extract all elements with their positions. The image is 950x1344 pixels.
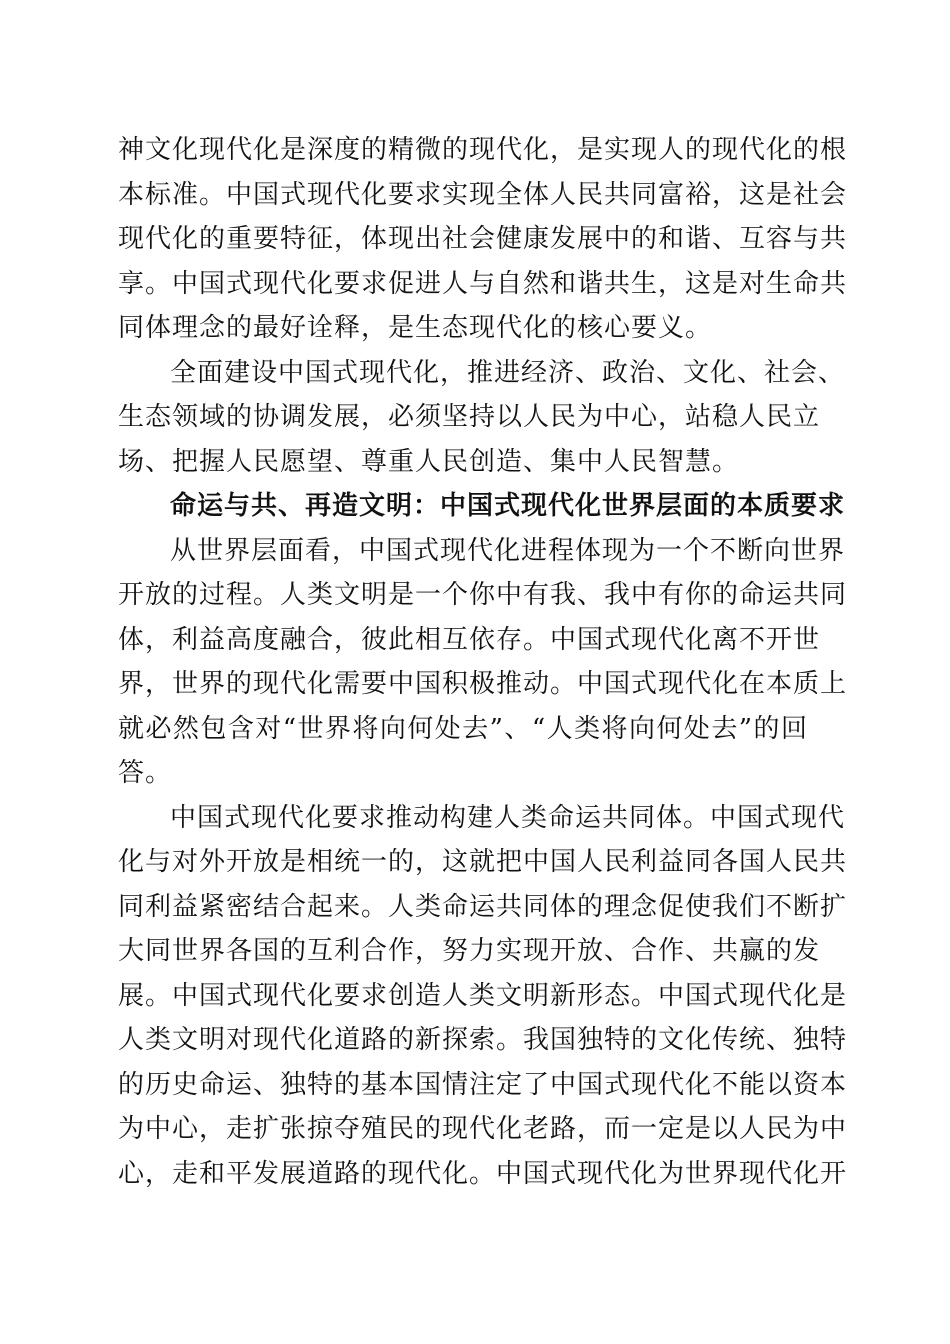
text-line: 场、把握人民愿望、尊重人民创造、集中人民智慧。	[118, 446, 740, 477]
text-line: 大同世界各国的互利合作，努力实现开放、合作、共赢的发	[118, 936, 821, 966]
text-line: 神文化现代化是深度的精微的现代化，是实现人的现代化的根	[118, 135, 848, 165]
text-line: 为中心，走扩张掠夺殖民的现代化老路，而一定是以人民为中	[118, 1114, 848, 1144]
text-line: 心，走和平发展道路的现代化。中国式现代化为世界现代化开	[118, 1158, 848, 1189]
text-line: 生态领域的协调发展，必须坚持以人民为中心，站稳人民立	[118, 402, 821, 432]
text-line: 展。中国式现代化要求创造人类文明新形态。中国式现代化是	[118, 980, 848, 1011]
text-line: 体，利益高度融合，彼此相互依存。中国式现代化离不开世	[118, 624, 821, 655]
text-line: 的历史命运、独特的基本国情注定了中国式现代化不能以资本	[118, 1069, 848, 1100]
text-line: 从世界层面看，中国式现代化进程体现为一个不断向世界	[170, 535, 846, 566]
text-line: 同利益紧密结合起来。人类命运共同体的理念促使我们不断扩	[118, 891, 848, 922]
text-line: 同体理念的最好诠释，是生态现代化的核心要义。	[118, 313, 713, 343]
text-line: 开放的过程。人类文明是一个你中有我、我中有你的命运共同	[118, 580, 848, 610]
document-body	[118, 128, 848, 1196]
text-line: 享。中国式现代化要求促进人与自然和谐共生，这是对生命共	[118, 268, 848, 299]
text-line: 现代化的重要特征，体现出社会健康发展中的和谐、互容与共	[118, 224, 848, 254]
text-line: 本标准。中国式现代化要求实现全体人民共同富裕，这是社会	[118, 179, 848, 210]
text-line: 全面建设中国式现代化，推进经济、政治、文化、社会、	[170, 357, 846, 388]
section-heading: 命运与共、再造文明：中国式现代化世界层面的本质要求	[170, 491, 846, 521]
text-line: 人类文明对现代化道路的新探索。我国独特的文化传统、独特	[118, 1025, 848, 1055]
text-line: 答。	[118, 758, 173, 788]
text-line: 就必然包含对“世界将向何处去”、“人类将向何处去”的回	[118, 713, 808, 744]
text-line: 中国式现代化要求推动构建人类命运共同体。中国式现代	[170, 802, 846, 833]
text-line: 化与对外开放是相统一的，这就把中国人民利益同各国人民共	[118, 847, 848, 877]
text-line: 界，世界的现代化需要中国积极推动。中国式现代化在本质上	[118, 669, 848, 699]
